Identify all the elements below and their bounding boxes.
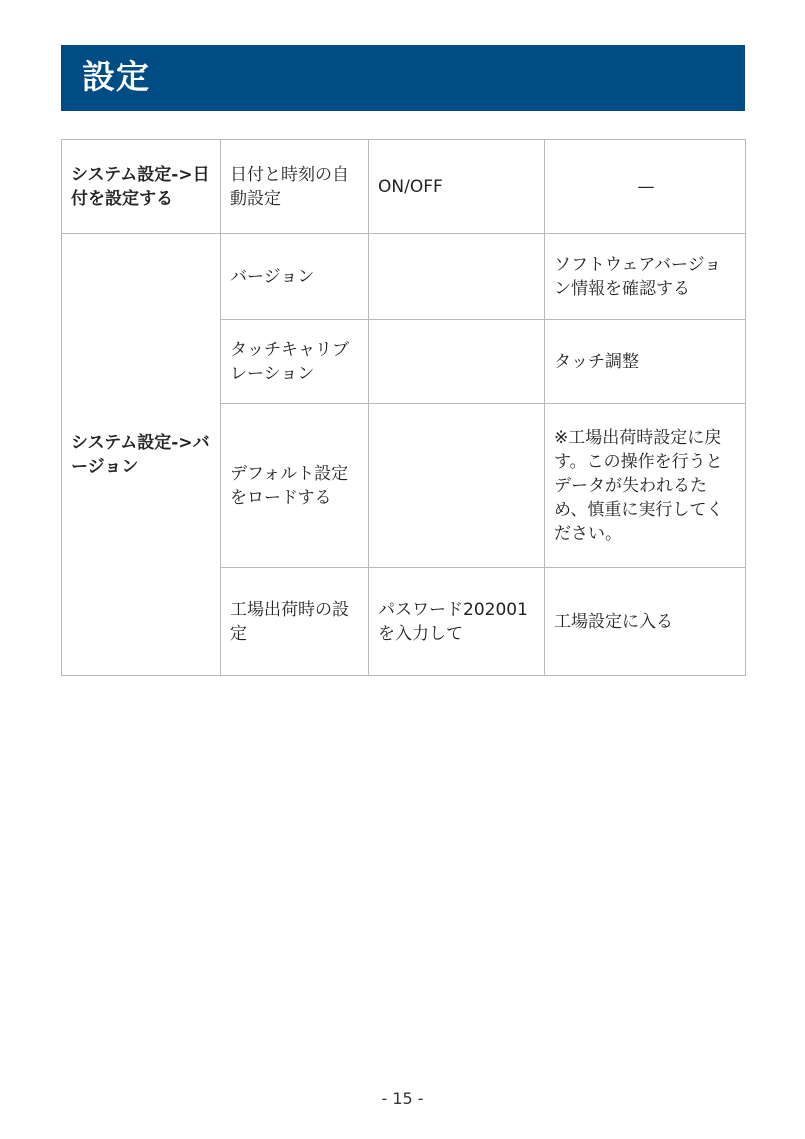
category-cell: システム設定->日付を設定する <box>62 140 221 234</box>
item-cell: 日付と時刻の自動設定 <box>221 140 369 234</box>
item-cell: デフォルト設定をロードする <box>221 404 369 568</box>
value-cell: パスワード202001を入力して <box>369 568 545 676</box>
value-cell <box>369 404 545 568</box>
settings-table <box>61 139 746 676</box>
description-cell: ソフトウェアバージョン情報を確認する <box>545 234 746 320</box>
description-cell: タッチ調整 <box>545 320 746 404</box>
item-cell: タッチキャリブレーション <box>221 320 369 404</box>
description-cell: 工場設定に入る <box>545 568 746 676</box>
section-title: 設定 <box>82 57 150 96</box>
value-cell: ON/OFF <box>369 140 545 234</box>
item-cell: バージョン <box>221 234 369 320</box>
section-header <box>61 45 745 111</box>
page-number: - 15 - <box>381 1089 424 1108</box>
table-row <box>62 140 746 234</box>
value-cell <box>369 320 545 404</box>
description-cell: ※工場出荷時設定に戻す。この操作を行うとデータが失われるため、慎重に実行してください。 <box>545 404 746 568</box>
table-row <box>62 234 746 320</box>
category-cell: システム設定->バージョン <box>62 234 221 676</box>
value-cell <box>369 234 545 320</box>
description-cell: — <box>545 140 746 234</box>
item-cell: 工場出荷時の設定 <box>221 568 369 676</box>
